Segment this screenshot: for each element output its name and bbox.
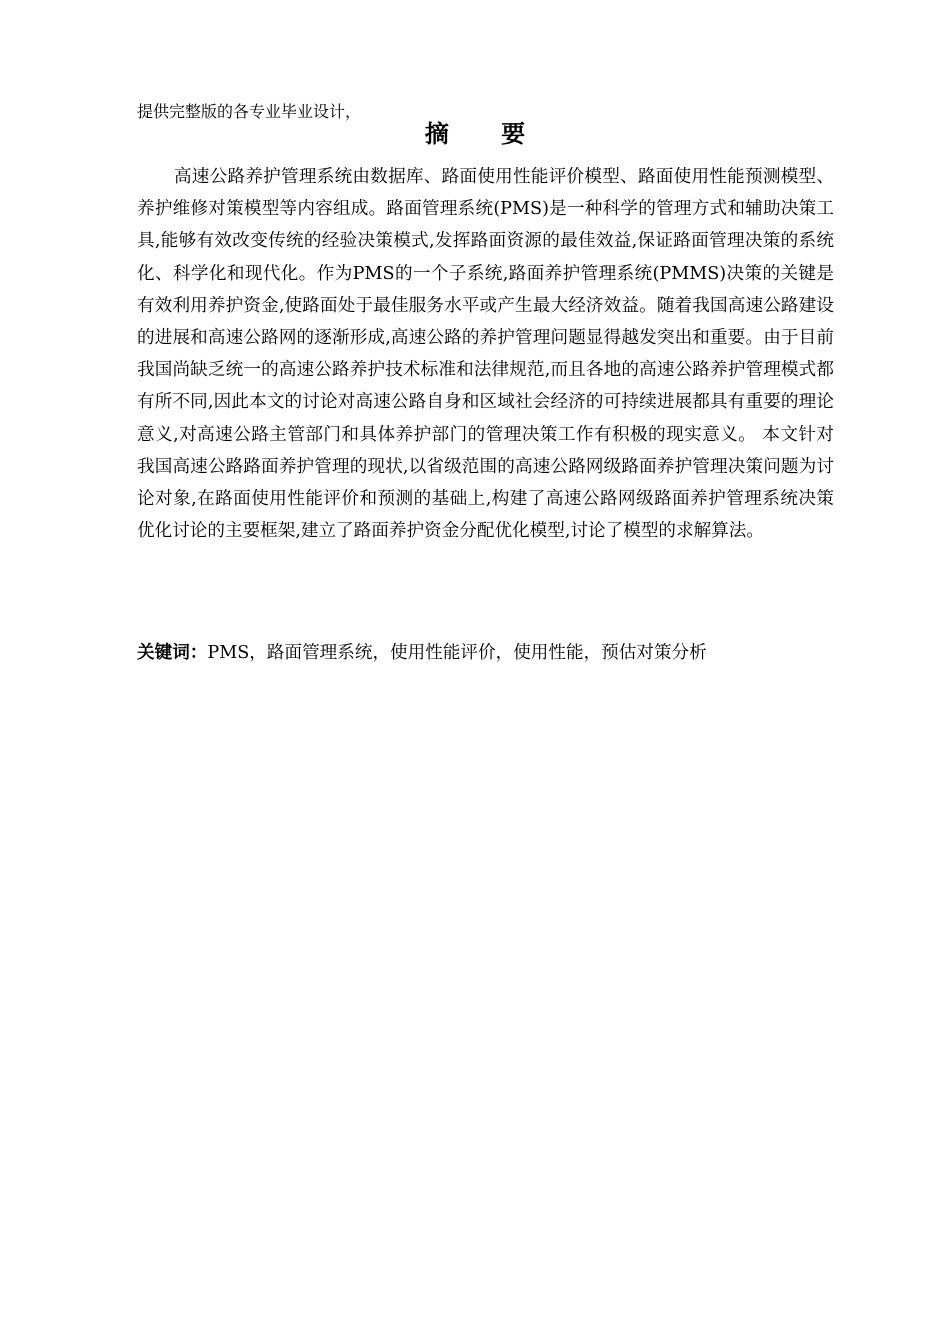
keywords-line <box>137 640 707 666</box>
keywords-text: PMS，路面管理系统，使用性能评价，使用性能，预估对策分析 <box>207 643 707 663</box>
abstract-body: 高速公路养护管理系统由数据库、路面使用性能评价模型、路面使用性能预测模型、养护维修对策模型等内容组成。路面管理系统(PMS)是一种科学的管理方式和辅助决策工具,能够有效改变传统的经验决策模式,发挥路面资源的最佳效益,保证路面管理决策的系统化、科学化和现代化。作为PMS的一个子系统,路面养护管理系统(PMMS)决策的关键是有效利用养护资金,使路面处于最佳服务水平或产生最大经济效益。随着我国高速公路建设的进展和高速公路网的逐渐形成,高速公路的养护管理问题显得越发突出和重要。由于目前我国尚缺乏统一的高速公路养护技术标准和法律规范,而且各地的高速公路养护管理模式都有所不同,因此本文的讨论对高速公路自身和区域社会经济的可持续进展都具有重要的理论意义,对高速公路主管部门和具体养护部门的管理决策工作有积极的现实意义。 本文针对我国高速公路路面养护管理的现状,以省级范围的高速公路网级路面养护管理决策问题为讨论对象,在路面使用性能评价和预测的基础上,构建了高速公路网级路面养护管理系统决策优化讨论的主要框架,建立了路面养护资金分配优化模型,讨论了模型的求解算法。 <box>137 167 834 542</box>
abstract-title: 摘 要 <box>424 119 548 148</box>
keywords-label: 关键词： <box>137 642 208 663</box>
top-note: 提供完整版的各专业毕业设计， <box>137 102 362 121</box>
